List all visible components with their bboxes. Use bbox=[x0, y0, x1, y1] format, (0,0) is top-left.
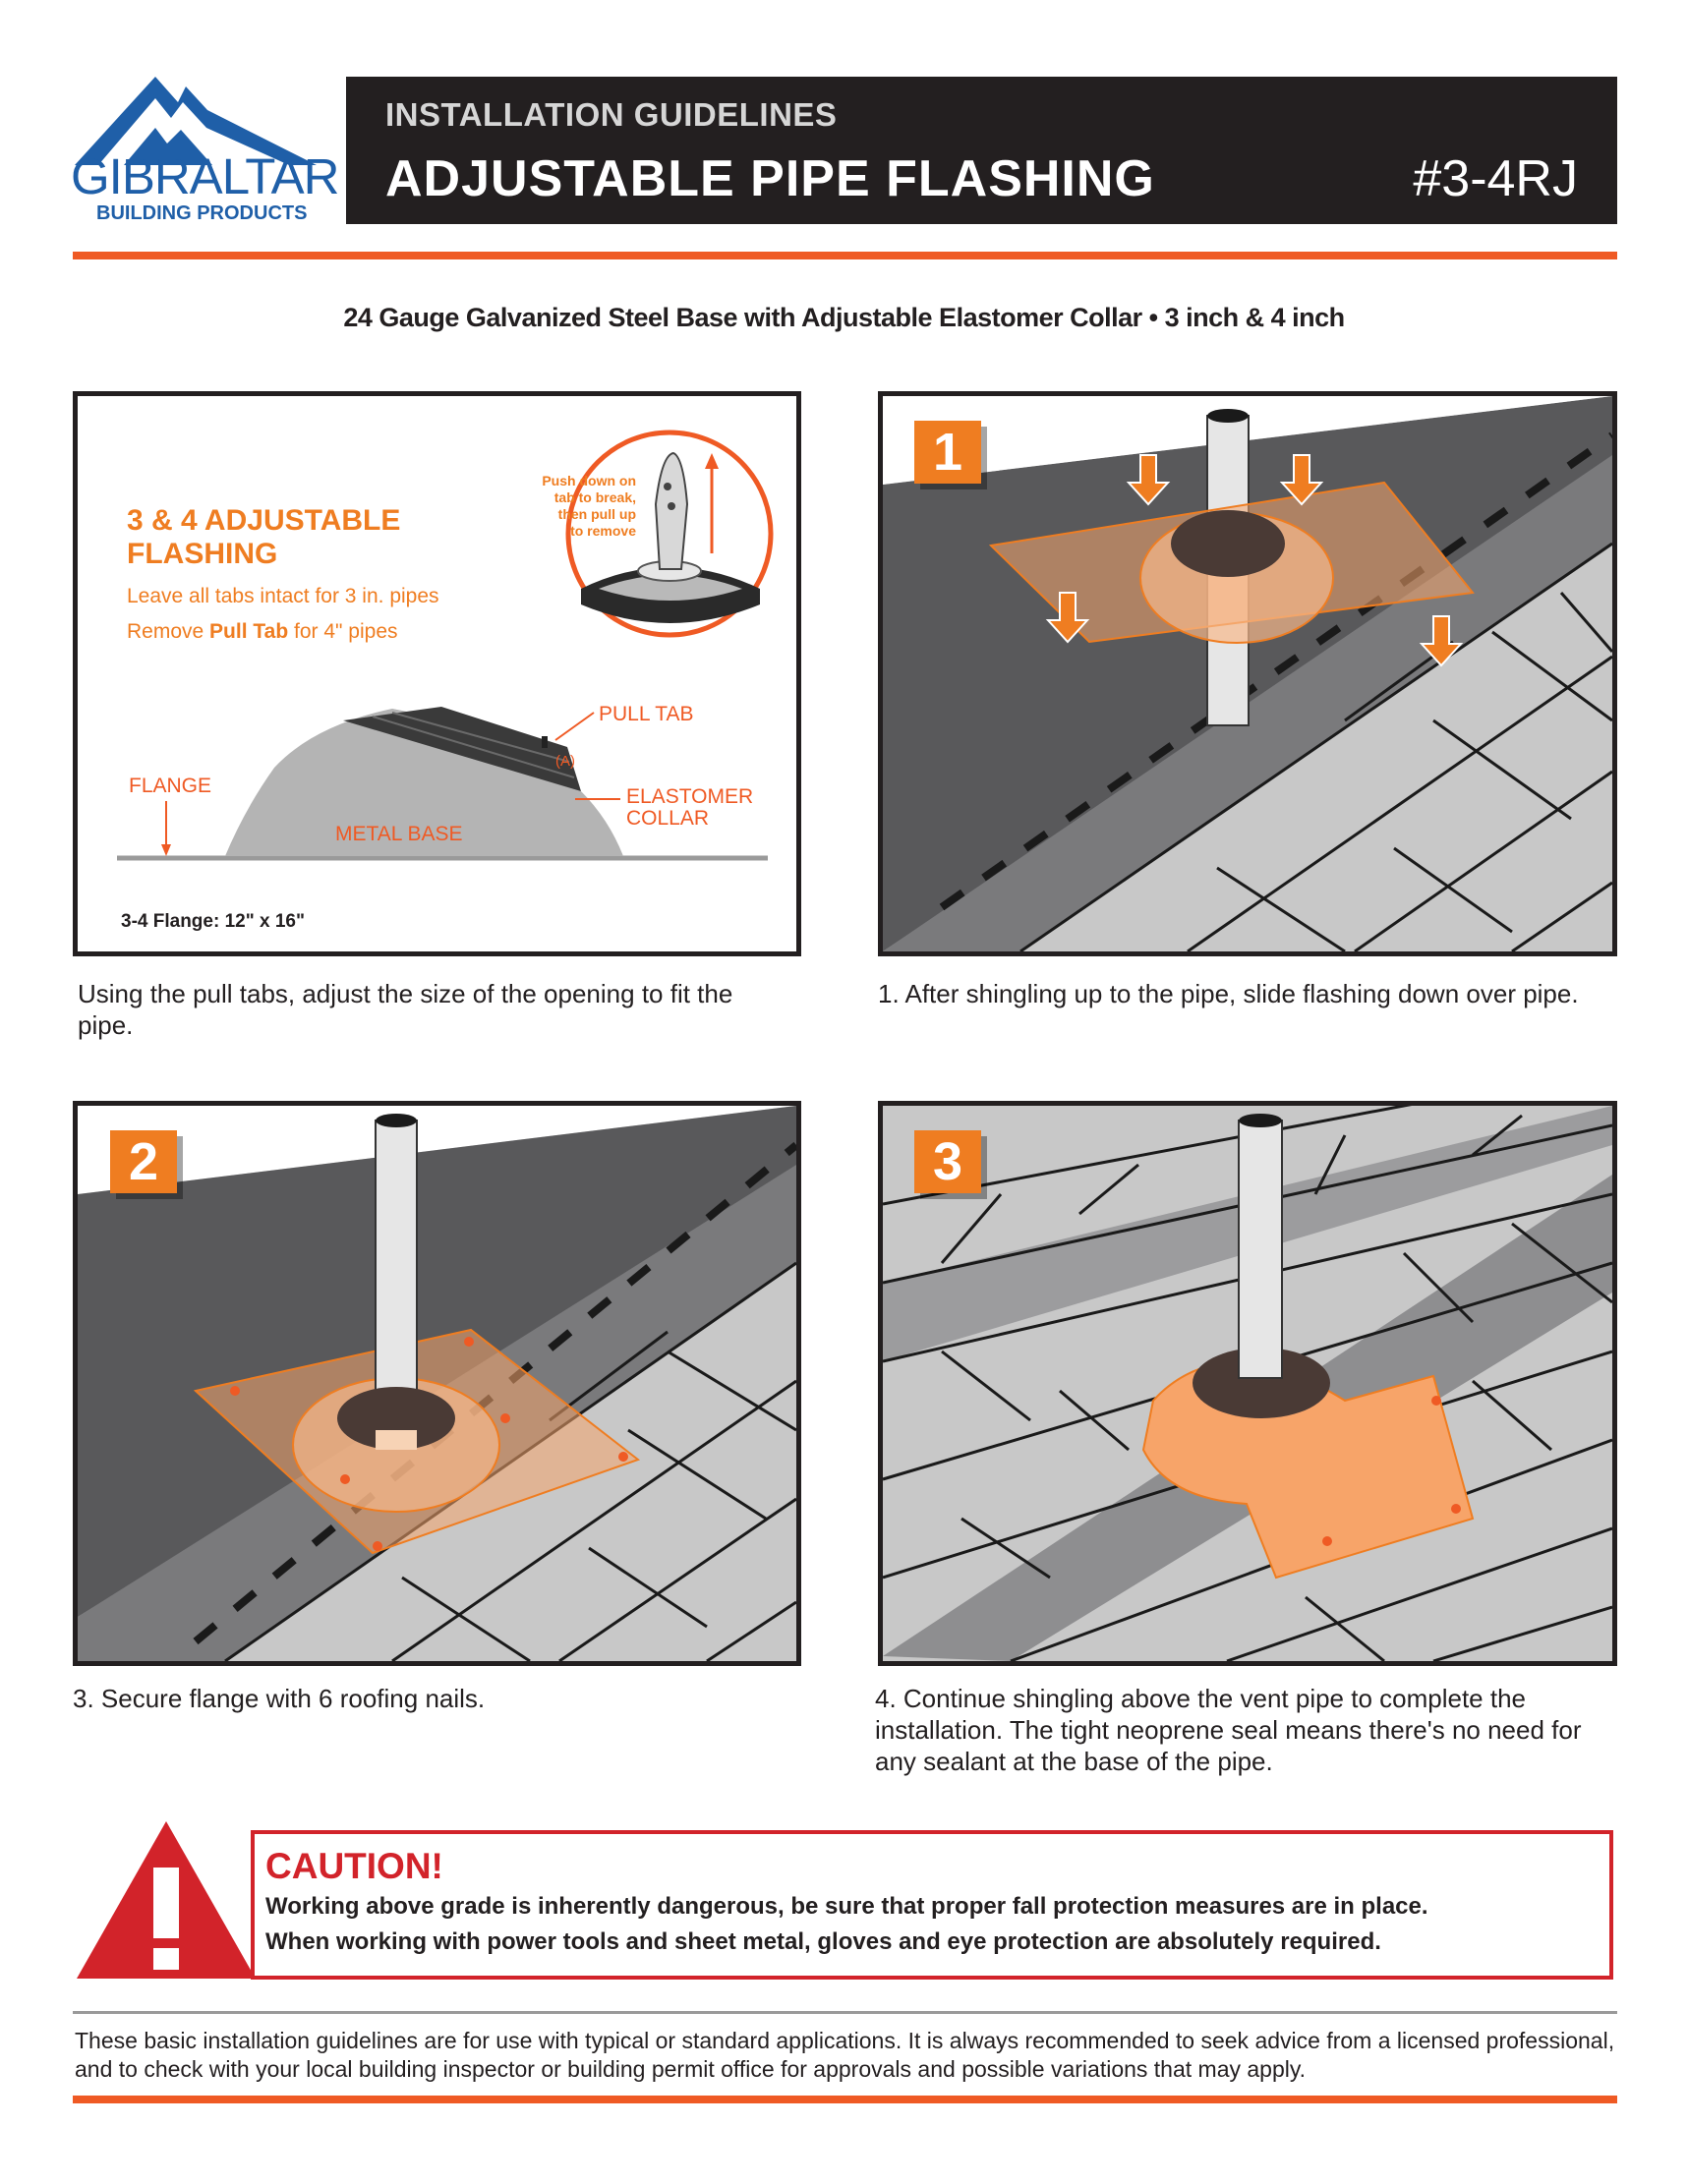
step3-badge: 3 bbox=[914, 1130, 981, 1193]
step3-illustration bbox=[883, 1106, 1612, 1661]
flashing-diagram bbox=[78, 396, 796, 951]
label-marker-a: (A) bbox=[555, 753, 575, 770]
label-pull-tab: PULL TAB bbox=[599, 703, 694, 725]
page-title: ADJUSTABLE PIPE FLASHING bbox=[385, 150, 1155, 207]
caption-intro: Using the pull tabs, adjust the size of the opening to fit the pipe. bbox=[78, 979, 733, 1040]
step2-badge: 2 bbox=[110, 1130, 177, 1193]
step3-panel bbox=[878, 1101, 1617, 1666]
diagram-heading-line2: FLASHING bbox=[127, 538, 278, 570]
pull-tab-detail-callout bbox=[542, 432, 771, 635]
product-code: #3-4RJ bbox=[1413, 150, 1578, 207]
bottom-orange-rule bbox=[73, 2096, 1617, 2103]
label-elastomer-collar-1: ELASTOMER bbox=[626, 785, 754, 808]
caution-line-1: Working above grade is inherently dangerous, be sure that proper fall protection measures are in place. bbox=[265, 1893, 1428, 1920]
callout-text-2: tab to break, bbox=[553, 489, 636, 505]
warning-triangle-icon bbox=[73, 1816, 260, 1983]
callout-text-3: then pull up bbox=[557, 506, 636, 522]
caption-step3: 4. Continue shingling above the vent pipe to complete the installation. The tight neoprene seal means there's no need for any sealant at the base of the pipe. bbox=[875, 1684, 1582, 1776]
step1-badge: 1 bbox=[914, 421, 981, 484]
diagram-note-4in: Remove Pull Tab for 4" pipes bbox=[127, 620, 398, 643]
step2-illustration bbox=[78, 1106, 796, 1661]
step1-illustration bbox=[883, 396, 1612, 951]
label-flange: FLANGE bbox=[129, 775, 212, 797]
footer-divider bbox=[73, 2011, 1617, 2014]
label-metal-base: METAL BASE bbox=[335, 823, 463, 845]
caution-line-2: When working with power tools and sheet metal, gloves and eye protection are absolutely required. bbox=[265, 1928, 1381, 1955]
caption-step2: 3. Secure flange with 6 roofing nails. bbox=[73, 1684, 486, 1713]
callout-text-4: to remove bbox=[570, 523, 636, 539]
top-orange-rule bbox=[73, 252, 1617, 259]
step2-panel bbox=[73, 1101, 801, 1666]
label-elastomer-collar-2: COLLAR bbox=[626, 807, 710, 830]
callout-text-1: Push down on bbox=[542, 473, 636, 489]
flange-size-label: 3-4 Flange: 12" x 16" bbox=[121, 911, 305, 932]
diagram-panel bbox=[73, 391, 801, 956]
logo-subtitle: BUILDING PRODUCTS bbox=[96, 202, 308, 224]
diagram-note-3in: Leave all tabs intact for 3 in. pipes bbox=[127, 585, 439, 607]
caption-step1: 1. After shingling up to the pipe, slide flashing down over pipe. bbox=[878, 979, 1579, 1008]
footer-disclaimer: These basic installation guidelines are for use with typical or standard applications. It is always recommended to seek advice from a licensed professional, and to check with your local building inspector or building permit office for approvals and possible variations that may apply. bbox=[75, 2028, 1615, 2082]
logo-brand-name: GIBRALTAR bbox=[71, 148, 339, 204]
product-subtitle: 24 Gauge Galvanized Steel Base with Adjustable Elastomer Collar • 3 inch & 4 inch bbox=[343, 303, 1345, 332]
step1-panel bbox=[878, 391, 1617, 956]
diagram-heading-line1: 3 & 4 ADJUSTABLE bbox=[127, 504, 401, 537]
caution-title: CAUTION! bbox=[265, 1846, 443, 1886]
header-kicker: INSTALLATION GUIDELINES bbox=[385, 96, 838, 133]
